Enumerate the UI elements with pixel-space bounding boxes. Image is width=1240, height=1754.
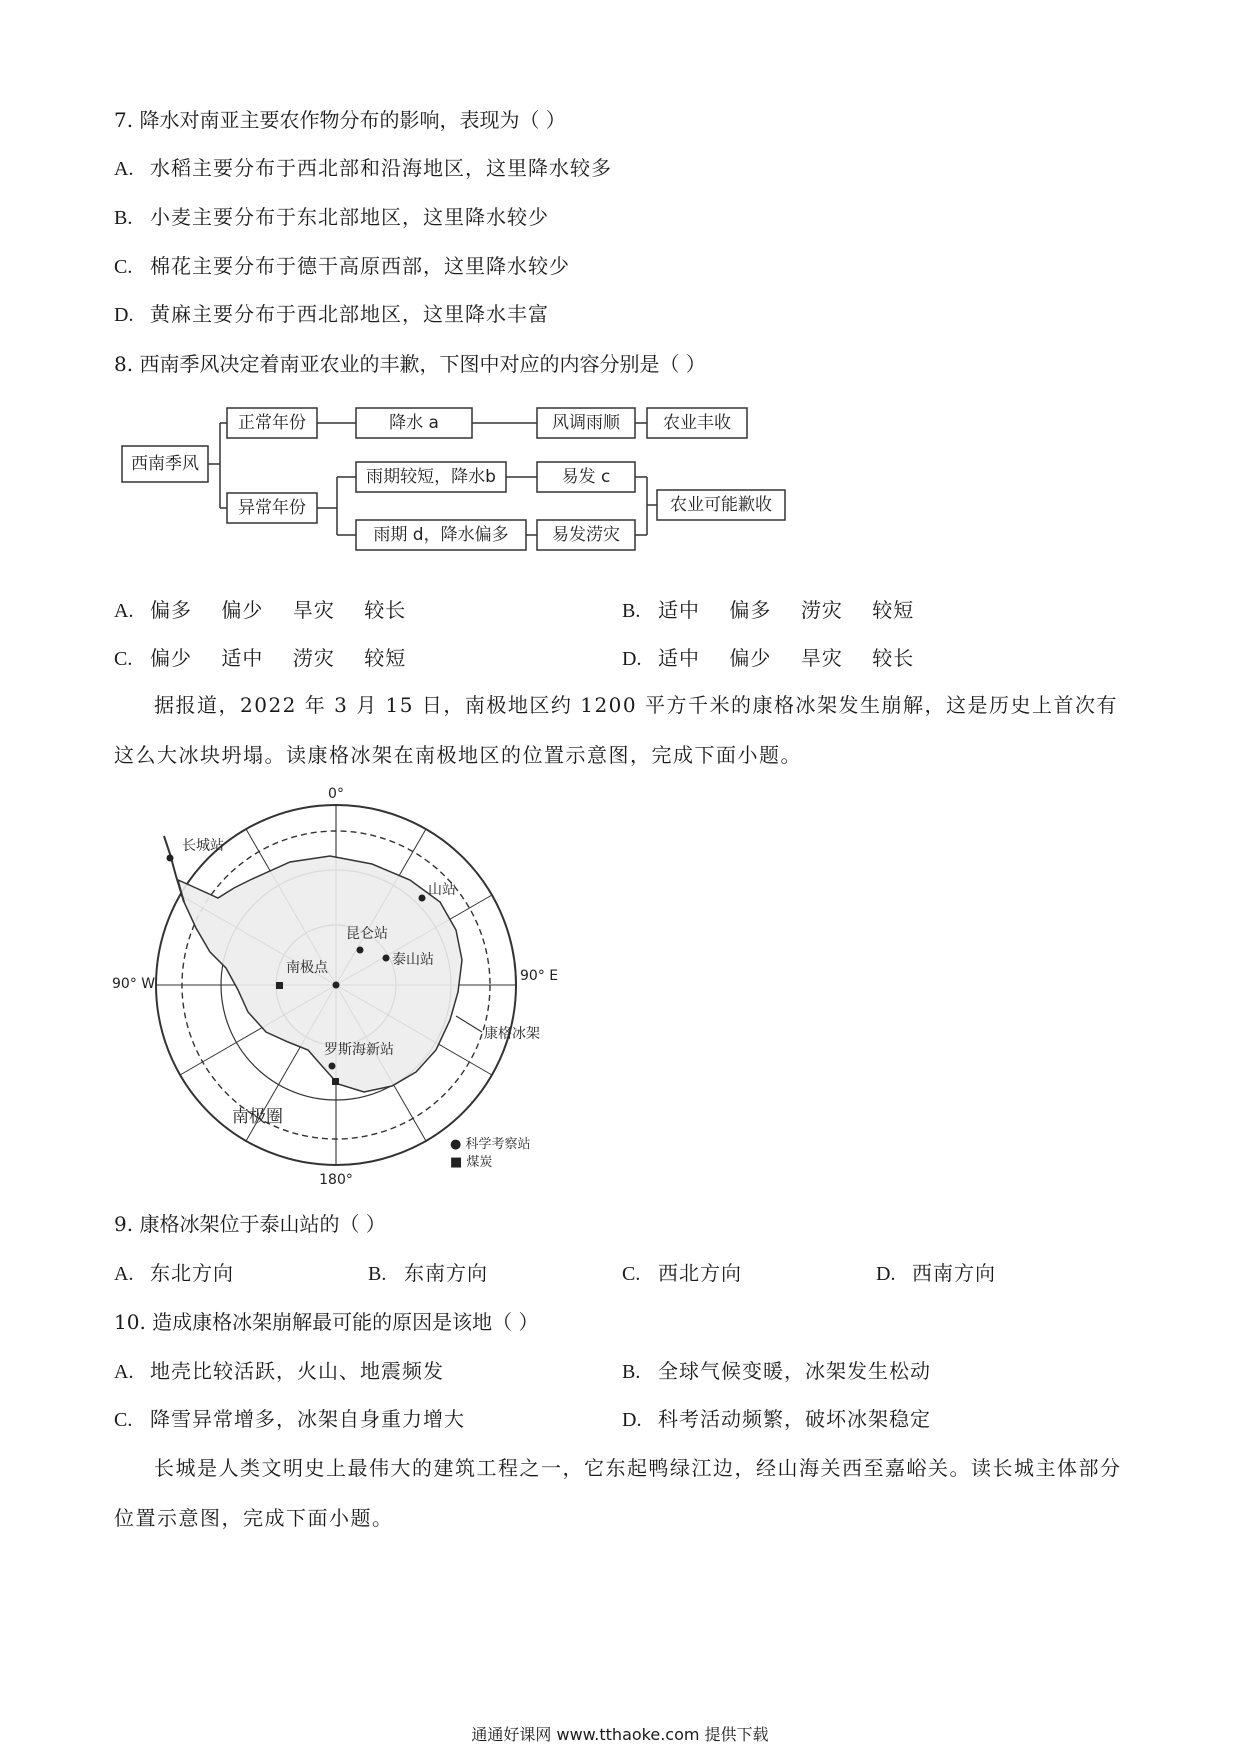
label-normal: 正常年份 (238, 413, 306, 433)
coal-marker-south (332, 1078, 339, 1085)
q10-option-c[interactable] (114, 1405, 465, 1434)
q8-option-d[interactable] (622, 644, 914, 673)
label-lon-90w: 90° W (112, 976, 156, 992)
legend-station: ● 科学考察站 (450, 1137, 531, 1152)
option-text: 地壳比较活跃，火山、地震频发 (150, 1359, 444, 1383)
label-poor: 农业可能歉收 (670, 495, 772, 515)
antarctic-peninsula (164, 836, 184, 902)
legend-coal: ■ 煤炭 (450, 1155, 493, 1170)
option-text: 黄麻主要分布于西北部地区，这里降水丰富 (150, 302, 549, 326)
label-root: 西南季风 (131, 454, 199, 474)
option-text: 水稻主要分布于西北部和沿海地区，这里降水较多 (150, 156, 612, 180)
station-shan-dot (419, 895, 426, 902)
option-label: A. (114, 158, 134, 180)
q9-option-a[interactable] (114, 1259, 234, 1288)
q10-option-d[interactable] (622, 1405, 931, 1434)
label-lon-0: 0° (328, 786, 344, 802)
option-label: A. (114, 1361, 134, 1383)
label-conger: 康格冰架 (484, 1026, 540, 1042)
option-text: 小麦主要分布于东北部地区，这里降水较少 (150, 205, 549, 229)
label-harvest: 农业丰收 (663, 413, 731, 433)
station-pole-dot (333, 982, 340, 989)
q9-option-c[interactable] (622, 1259, 742, 1288)
option-label: A. (114, 600, 134, 622)
label-rain-b: 雨期较短，降水b (366, 467, 496, 487)
option-text: 降雪异常增多，冰架自身重力增大 (150, 1407, 465, 1431)
option-label: D. (114, 304, 134, 326)
q7-option-a[interactable] (114, 154, 612, 183)
intro-antarctic: 据报道，2022 年 3 月 15 日，南极地区约 1200 平方千米的康格冰架发生崩解，这是历史上首次有这么大冰块坍塌。读康格冰架在南极地区的位置示意图，完成下面小题。 (114, 693, 1118, 767)
q8-stem: 8. 西南季风决定着南亚农业的丰歉，下图中对应的内容分别是（ ） (114, 352, 706, 376)
q9-stem: 9. 康格冰架位于泰山站的（ ） (114, 1212, 386, 1236)
label-abnormal: 异常年份 (238, 498, 306, 518)
q7-option-b[interactable] (114, 203, 549, 232)
q9-option-b[interactable] (368, 1259, 488, 1288)
option-text: 偏多 偏少 旱灾 较长 (150, 598, 407, 622)
option-label: D. (622, 648, 642, 670)
label-easy-c: 易发 c (561, 467, 611, 487)
monsoon-flow-diagram (112, 398, 792, 562)
label-luosi: 罗斯海新站 (324, 1042, 394, 1058)
option-label: A. (114, 1263, 134, 1285)
option-label: B. (622, 600, 641, 622)
option-text: 适中 偏少 旱灾 较长 (658, 646, 915, 670)
q10-stem: 10. 造成康格冰架崩解最可能的原因是该地（ ） (114, 1310, 539, 1334)
label-rain-d: 雨期 d，降水偏多 (373, 525, 509, 545)
label-flood: 易发涝灾 (552, 525, 620, 545)
option-text: 西北方向 (658, 1261, 742, 1285)
station-taishan-dot (383, 955, 390, 962)
option-label: B. (622, 1361, 641, 1383)
option-label: B. (368, 1263, 387, 1285)
page-footer: 通通好课网 www.tthaoke.com 提供下载 (471, 1725, 769, 1744)
q10-option-b[interactable] (622, 1357, 931, 1386)
q10-option-a[interactable] (114, 1357, 444, 1386)
option-label: D. (876, 1263, 896, 1285)
coal-marker-west (276, 982, 283, 989)
q7-option-c[interactable] (114, 252, 570, 281)
station-luosi-dot (329, 1063, 336, 1070)
label-pole: 南极点 (286, 960, 328, 976)
station-changcheng-dot (167, 855, 174, 862)
antarctic-map (110, 780, 590, 1190)
label-rain-a: 降水 a (389, 413, 439, 433)
label-smooth: 风调雨顺 (552, 413, 620, 433)
q8-option-a[interactable] (114, 596, 406, 625)
label-lon-90e: 90° E (520, 968, 559, 984)
q7-option-d[interactable] (114, 300, 549, 329)
label-changcheng: 长城站 (182, 838, 224, 854)
option-label: C. (622, 1263, 641, 1285)
intro-great-wall: 长城是人类文明史上最伟大的建筑工程之一，它东起鸭绿江边，经山海关西至嘉峪关。读长城主体部分位置示意图，完成下面小题。 (114, 1456, 1122, 1530)
option-text: 东北方向 (150, 1261, 234, 1285)
q8-option-c[interactable] (114, 644, 406, 673)
q9-option-d[interactable] (876, 1259, 996, 1288)
label-lon-180: 180° (319, 1172, 353, 1188)
conger-pointer (456, 1016, 482, 1032)
option-label: B. (114, 207, 133, 229)
option-label: C. (114, 256, 133, 278)
q7-stem: 7. 降水对南亚主要农作物分布的影响，表现为（ ） (114, 108, 566, 132)
option-text: 偏少 适中 涝灾 较短 (150, 646, 407, 670)
option-text: 西南方向 (912, 1261, 996, 1285)
option-label: D. (622, 1409, 642, 1431)
option-text: 全球气候变暖，冰架发生松动 (658, 1359, 931, 1383)
label-kunlun: 昆仑站 (346, 926, 388, 942)
label-shan: 山站 (428, 882, 456, 898)
option-text: 科考活动频繁，破坏冰架稳定 (658, 1407, 931, 1431)
q8-option-b[interactable] (622, 596, 914, 625)
station-kunlun-dot (357, 947, 364, 954)
label-antarctic-circle: 南极圈 (232, 1107, 283, 1127)
option-label: C. (114, 1409, 133, 1431)
option-text: 东南方向 (404, 1261, 488, 1285)
option-text: 棉花主要分布于德干高原西部，这里降水较少 (150, 254, 570, 278)
option-text: 适中 偏多 涝灾 较短 (658, 598, 915, 622)
label-taishan: 泰山站 (392, 952, 434, 968)
option-label: C. (114, 648, 133, 670)
